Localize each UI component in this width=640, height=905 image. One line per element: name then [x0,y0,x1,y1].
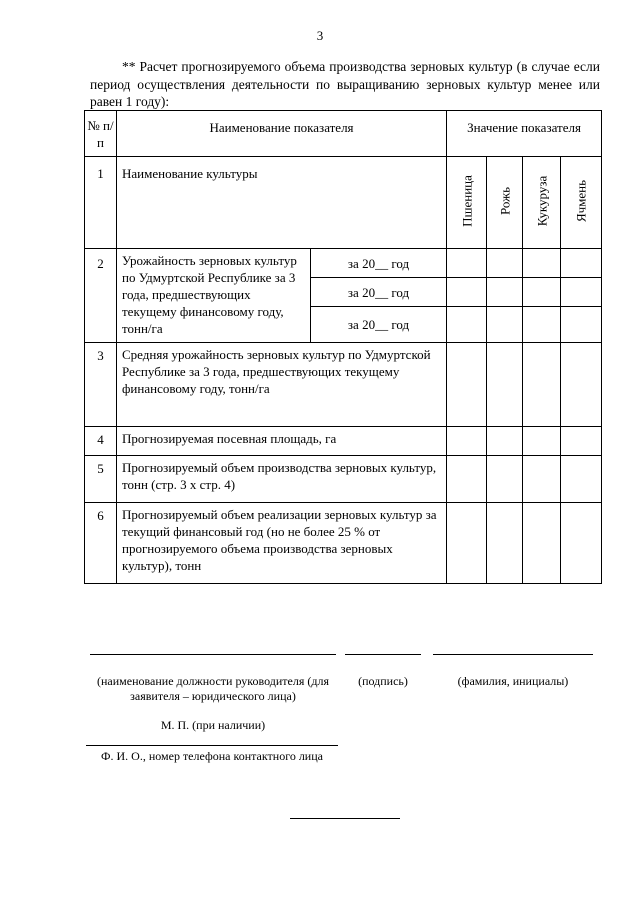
value-cell [447,343,487,427]
bottom-divider [290,818,400,819]
crop-corn: Кукуруза [534,175,550,227]
page-number: 3 [316,28,324,43]
row-2-num: 2 [85,249,117,343]
name-caption: (фамилия, инициалы) [457,674,569,688]
position-line [90,654,336,655]
table-row-1 [85,157,602,249]
value-cell [447,278,487,307]
signature-caption: (подпись) [358,674,408,688]
row-3-label: Средняя урожайность зерновых культур по Удмуртской Республике за 3 года, предшествующих текущему финансовому году, тонн/га [117,343,447,427]
crop-cell-rye [487,157,523,249]
row-1-num: 1 [85,157,117,249]
calculation-table [84,110,602,584]
value-cell [447,503,487,584]
value-cell [523,278,561,307]
table-row-6 [85,503,602,584]
position-caption: (наименование должности руководителя (для заявителя – юридического лица) [97,674,329,703]
row-2-year-1: за 20__ год [311,249,447,278]
value-cell [523,249,561,278]
row-4-label: Прогнозируемая посевная площадь, га [117,427,447,456]
table-header-row [85,111,602,157]
crop-barley: Ячмень [573,179,589,223]
table-row-4 [85,427,602,456]
crop-cell-corn [523,157,561,249]
value-cell [487,427,523,456]
value-cell [561,456,602,503]
stamp-caption: М. П. (при наличии) [160,718,266,732]
table-row-5 [85,456,602,503]
header-indicator: Наименование показателя [117,111,447,157]
value-cell [447,249,487,278]
crop-rye: Рожь [497,187,513,215]
row-3-num: 3 [85,343,117,427]
row-4-num: 4 [85,427,117,456]
name-line [433,654,593,655]
signature-line [345,654,421,655]
value-cell [487,278,523,307]
value-cell [561,278,602,307]
value-cell [561,343,602,427]
value-cell [561,427,602,456]
value-cell [487,249,523,278]
value-cell [487,307,523,343]
row-6-label: Прогнозируемый объем реализации зерновых культур за текущий финансовый год (но не более 25 % от прогнозируемого объема производства зерновых культур), тонн [117,503,447,584]
row-1-label: Наименование культуры [117,157,447,249]
table-row-3 [85,343,602,427]
row-6-num: 6 [85,503,117,584]
value-cell [447,427,487,456]
row-2-year-2: за 20__ год [311,278,447,307]
row-5-num: 5 [85,456,117,503]
row-2-year-3: за 20__ год [311,307,447,343]
value-cell [487,503,523,584]
value-cell [523,503,561,584]
crop-cell-wheat [447,157,487,249]
value-cell [487,343,523,427]
table-row-2-year-1 [85,249,602,278]
value-cell [487,456,523,503]
intro-text: ** Расчет прогнозируемого объема производства зерновых культур (в случае если период осуществления деятельности по выращиванию зерновых культур менее или равен 1 году): [90,59,600,109]
contact-caption: Ф. И. О., номер телефона контактного лица [101,749,323,763]
value-cell [523,307,561,343]
value-cell [523,343,561,427]
row-2-label: Урожайность зерновых культур по Удмуртской Республике за 3 года, предшествующих текущему финансовому году, тонн/га [117,249,311,343]
value-cell [561,249,602,278]
value-cell [561,307,602,343]
header-value: Значение показателя [447,111,602,157]
contact-line [86,745,338,746]
header-num: № п/п [85,111,117,157]
value-cell [447,456,487,503]
value-cell [523,456,561,503]
value-cell [523,427,561,456]
crop-wheat: Пшеница [459,175,475,227]
value-cell [447,307,487,343]
value-cell [561,503,602,584]
row-5-label: Прогнозируемый объем производства зерновых культур, тонн (стр. 3 х стр. 4) [117,456,447,503]
crop-cell-barley [561,157,602,249]
